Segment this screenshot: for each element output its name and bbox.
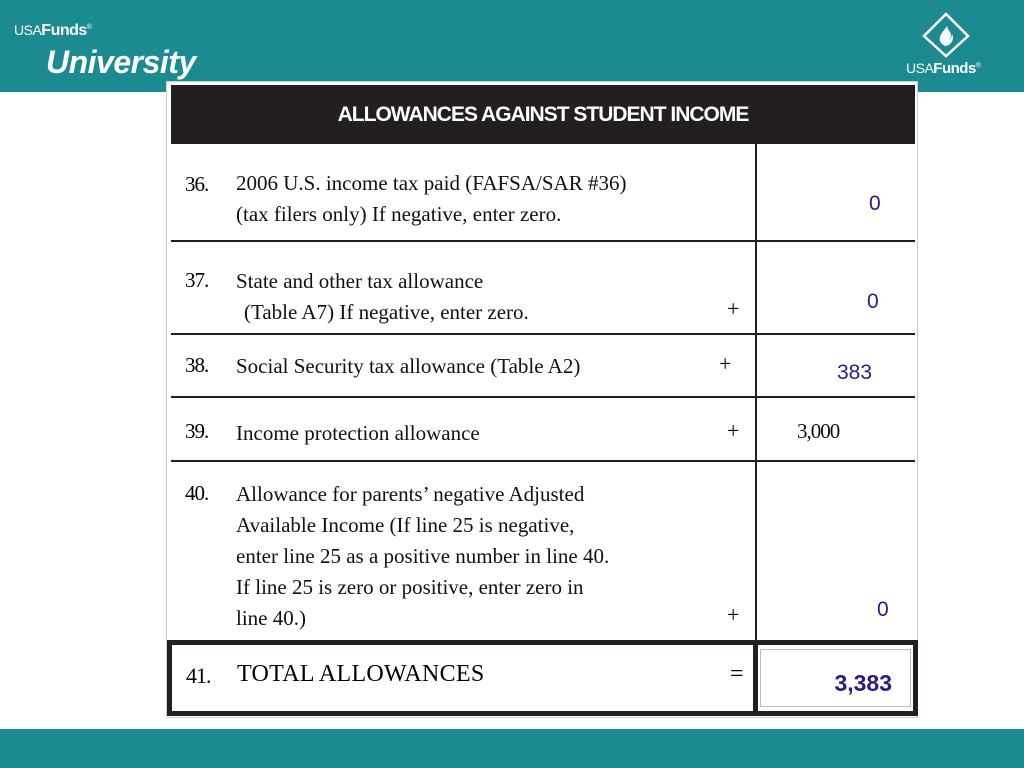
line-value: 0: [869, 192, 881, 215]
line-number: 41.: [186, 663, 211, 688]
worksheet-row-39: [171, 398, 915, 462]
column-divider: [755, 335, 757, 398]
footer-bar: [0, 729, 1024, 768]
plus-operator: +: [727, 602, 740, 627]
column-divider: [755, 462, 757, 646]
line-number: 39.: [185, 419, 209, 443]
line-description: Allowance for parents’ negative Adjusted Available Income (If line 25 is negative, enter line 25 as a positive number in line 40. If line 25 is zero or positive, enter zero in line 40.): [236, 482, 610, 630]
usafunds-logo: [904, 12, 994, 82]
worksheet-row-40: [171, 462, 915, 644]
line-value: 3,000: [797, 419, 840, 443]
column-divider: [755, 144, 757, 242]
column-divider: [755, 242, 757, 335]
column-divider: [753, 645, 758, 711]
total-value-cell: [760, 649, 911, 707]
line-description: State and other tax allowance (Table A7) If negative, enter zero.: [236, 269, 529, 324]
total-allowances-row: [167, 640, 918, 716]
line-description: Income protection allowance: [236, 421, 480, 445]
header-bar: [0, 0, 1024, 92]
plus-operator: +: [719, 351, 732, 376]
worksheet-row-37: [171, 242, 915, 335]
plus-operator: +: [727, 418, 740, 443]
university-wordmark: University: [46, 44, 196, 80]
diamond-flame-icon: [921, 12, 971, 58]
usafunds-wordmark-right: USAFunds®: [906, 60, 981, 77]
line-number: 37.: [185, 268, 209, 292]
worksheet-row-36: [171, 144, 915, 242]
usafunds-wordmark: USAFunds®: [14, 22, 92, 39]
worksheet-row-38: [171, 335, 915, 398]
worksheet-title: ALLOWANCES AGAINST STUDENT INCOME: [171, 85, 915, 144]
line-value: 0: [867, 290, 879, 313]
usafunds-university-logo: [14, 20, 196, 80]
line-value: 0: [877, 598, 889, 621]
equals-operator: =: [730, 661, 744, 687]
total-label: TOTAL ALLOWANCES: [237, 661, 485, 687]
plus-operator: +: [727, 296, 740, 321]
line-description: 2006 U.S. income tax paid (FAFSA/SAR #36) (tax filers only) If negative, enter zero.: [236, 171, 627, 226]
line-description: Social Security tax allowance (Table A2): [236, 354, 581, 378]
allowances-worksheet: [166, 81, 918, 718]
column-divider: [755, 398, 757, 462]
line-number: 40.: [185, 481, 209, 505]
total-value: 3,383: [834, 670, 892, 696]
line-number: 38.: [185, 353, 209, 377]
line-number: 36.: [185, 172, 209, 196]
line-value: 383: [837, 361, 873, 384]
